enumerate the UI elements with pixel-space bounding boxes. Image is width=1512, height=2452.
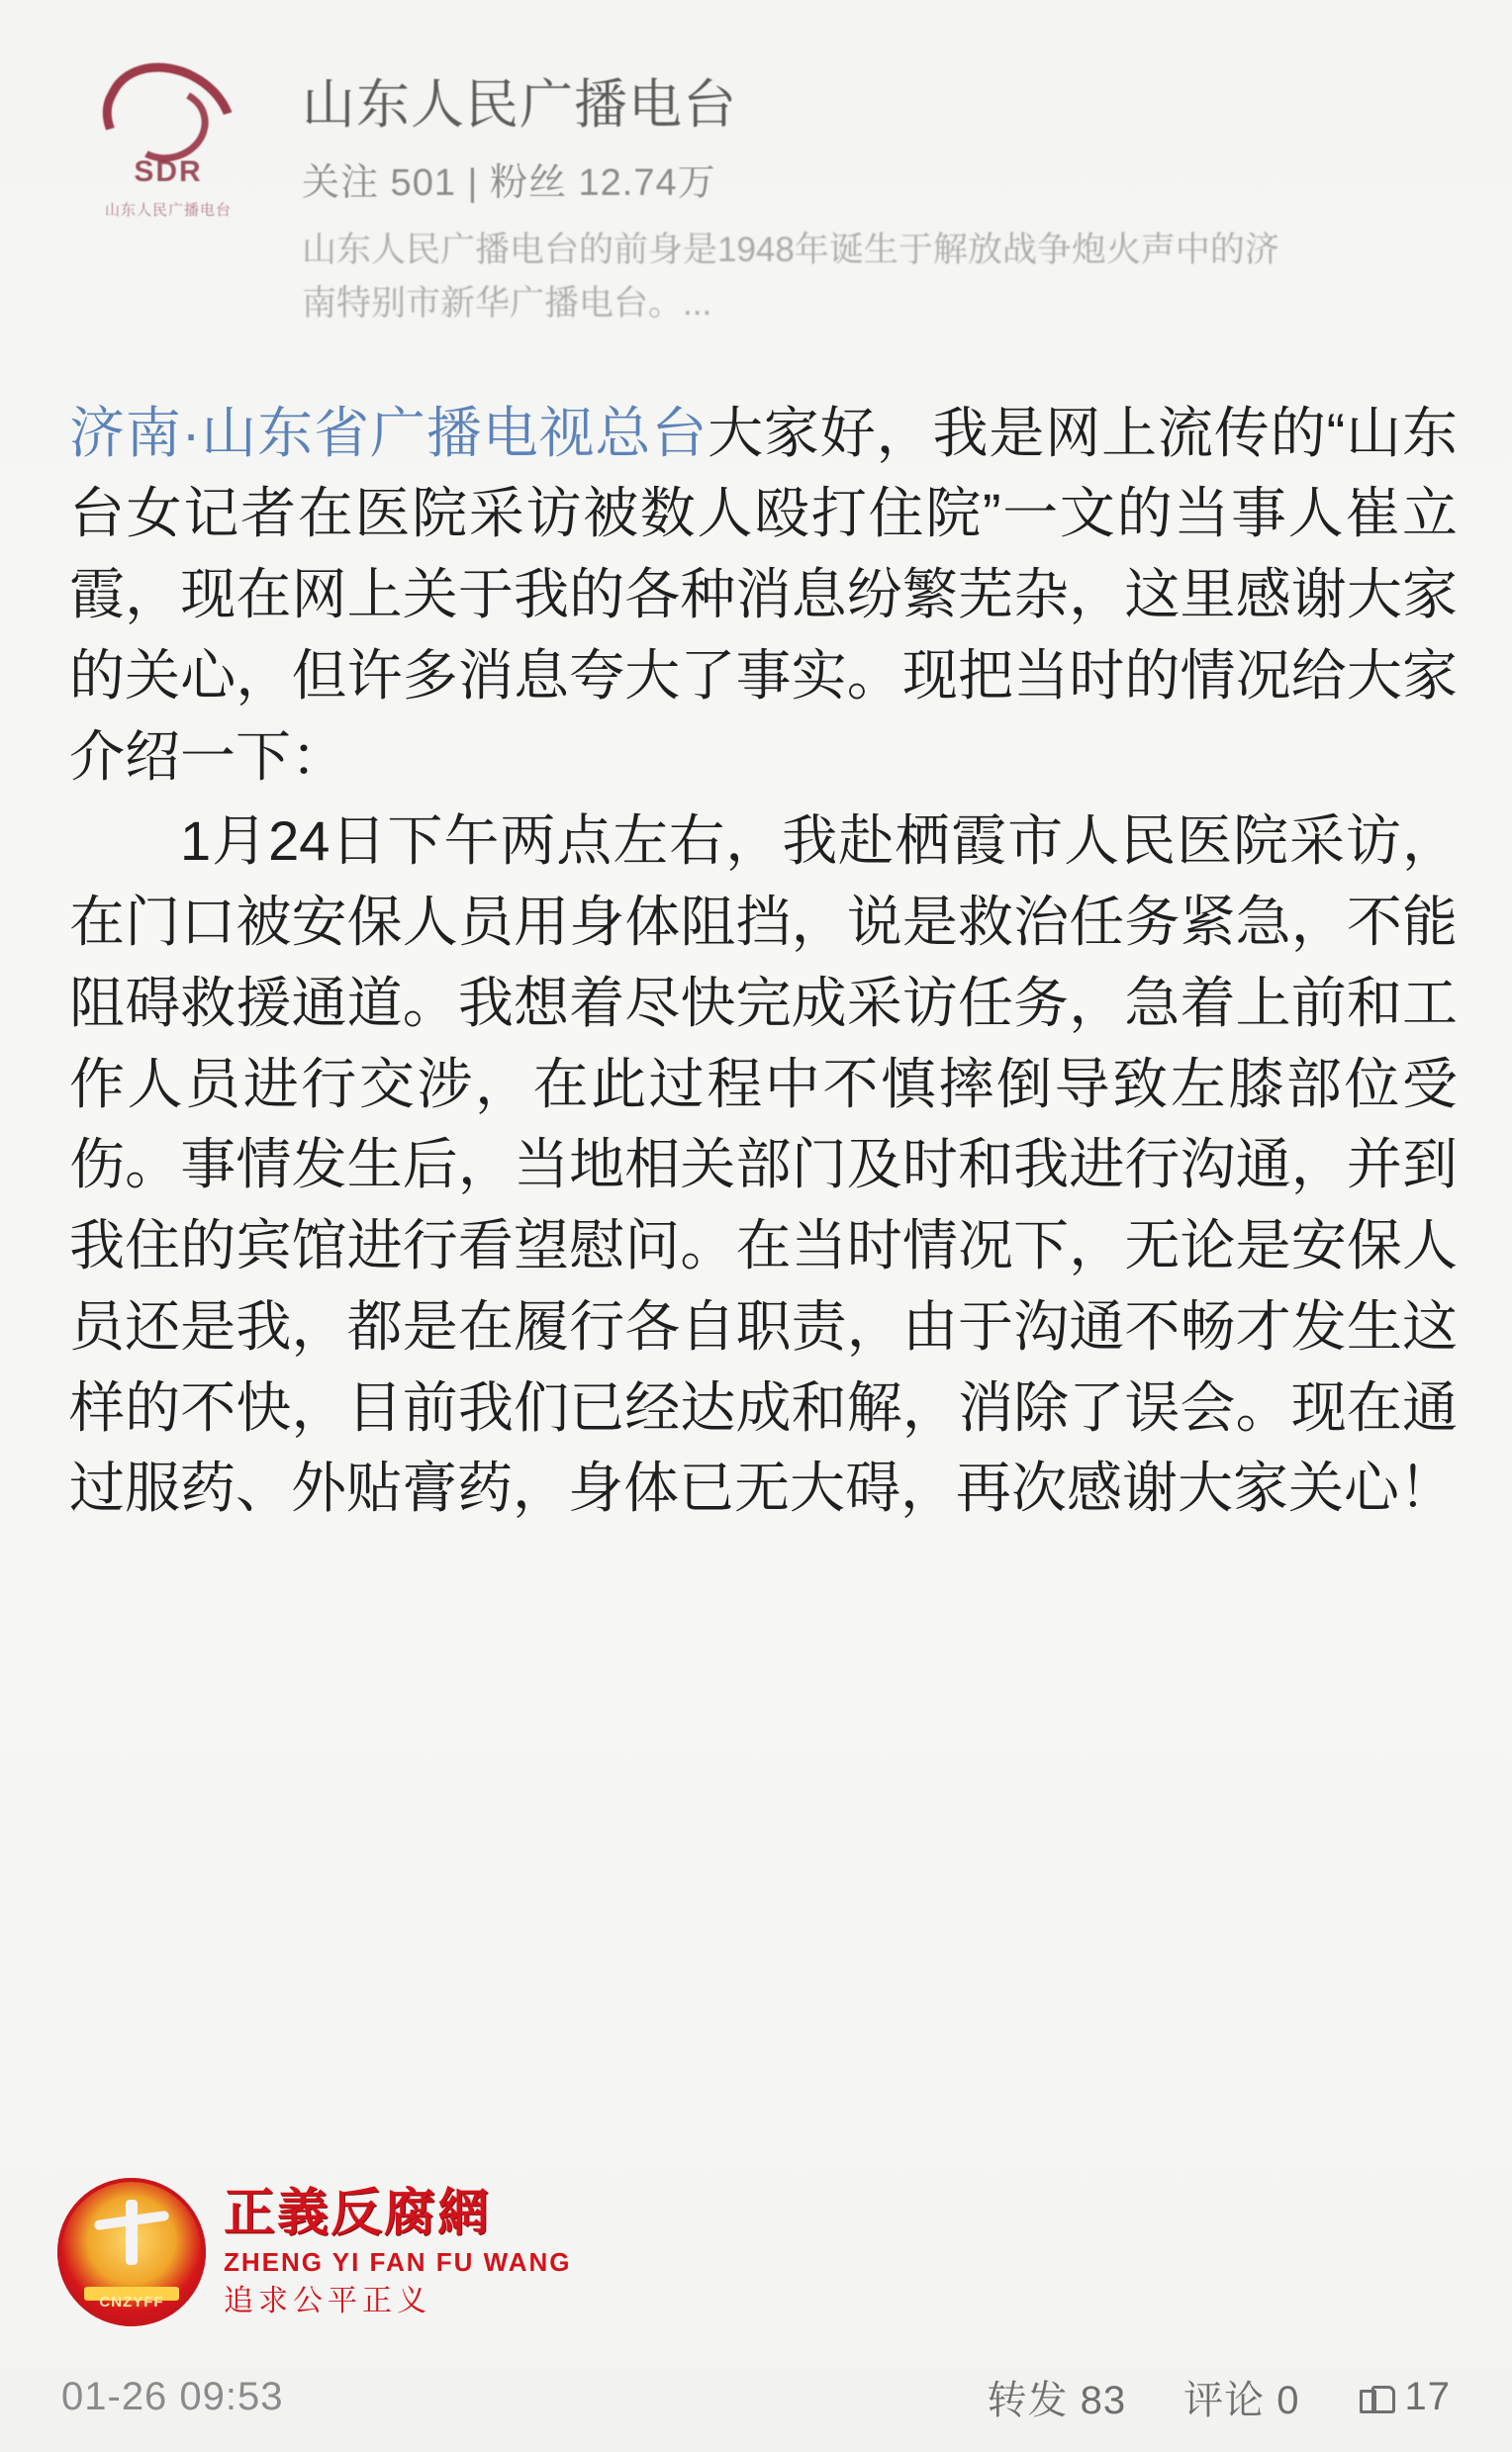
- like-count: 17: [1404, 2374, 1451, 2418]
- watermark: [57, 2173, 572, 2331]
- emblem-ribbon-text: CNZYFF: [99, 2294, 164, 2311]
- comment-button[interactable]: 评论 0: [1183, 2378, 1300, 2422]
- repost-button[interactable]: 转发 83: [987, 2378, 1127, 2422]
- post-location-link[interactable]: 济南·山东省广播电视总台: [69, 401, 709, 464]
- emblem-figure-body: [126, 2200, 138, 2265]
- account-name[interactable]: 山东人民广播电台: [302, 75, 737, 135]
- post-paragraph-text: 大家好，我是网上流传的“山东台女记者在医院采访被数人殴打住院”一文的当事人崔立霞，现在网上关于我的各种消息纷繁芜杂，这里感谢大家的关心，但许多消息夸大了事实。现把当时的情况给大家介绍一下：: [69, 401, 1458, 788]
- like-button[interactable]: [1358, 2375, 1452, 2419]
- justice-emblem-icon: [57, 2178, 206, 2326]
- post-actions: [988, 2369, 1451, 2425]
- post-footer: [0, 2341, 1512, 2452]
- watermark-texts: [224, 2187, 572, 2316]
- post-paragraph-first: [69, 393, 1458, 798]
- avatar-logo-subtext: 山东人民广播电台: [104, 202, 232, 219]
- account-header: [0, 0, 1512, 341]
- watermark-title: 正義反腐網: [224, 2185, 492, 2243]
- post-timestamp: 01-26 09:53: [61, 2374, 284, 2418]
- watermark-slogan: 追求公平正义: [224, 2285, 431, 2318]
- thumbs-up-icon: [1358, 2380, 1391, 2413]
- watermark-pinyin: ZHENG YI FAN FU WANG: [224, 2246, 572, 2277]
- avatar-logo-text: SDR: [134, 155, 203, 188]
- account-description: 山东人民广播电台的前身是1948年诞生于解放战争炮火声中的济南特别市新华广播电台。...: [302, 231, 1279, 324]
- post-body: [0, 341, 1512, 1530]
- post-paragraph-second: 1月24日下午两点左右，我赴栖霞市人民医院采访，在门口被安保人员用身体阻挡，说是救治任务紧急，不能阻碍救援通道。我想着尽快完成采访任务，急着上前和工作人员进行交涉，在此过程中不慎摔倒导致左膝部位受伤。事情发生后，当地相关部门及时和我进行沟通，并到我住的宾馆进行看望慰问。在当时情况下，无论是安保人员还是我，都是在履行各自职责，由于沟通不畅才发生这样的不快，目前我们已经达成和解，消除了误会。现在通过服药、外贴膏药，身体已无大碍，再次感谢大家关心！: [69, 809, 1458, 1520]
- account-stats: 关注 501 | 粉丝 12.74万: [302, 162, 716, 205]
- avatar[interactable]: [74, 60, 262, 248]
- account-meta: [262, 54, 1453, 331]
